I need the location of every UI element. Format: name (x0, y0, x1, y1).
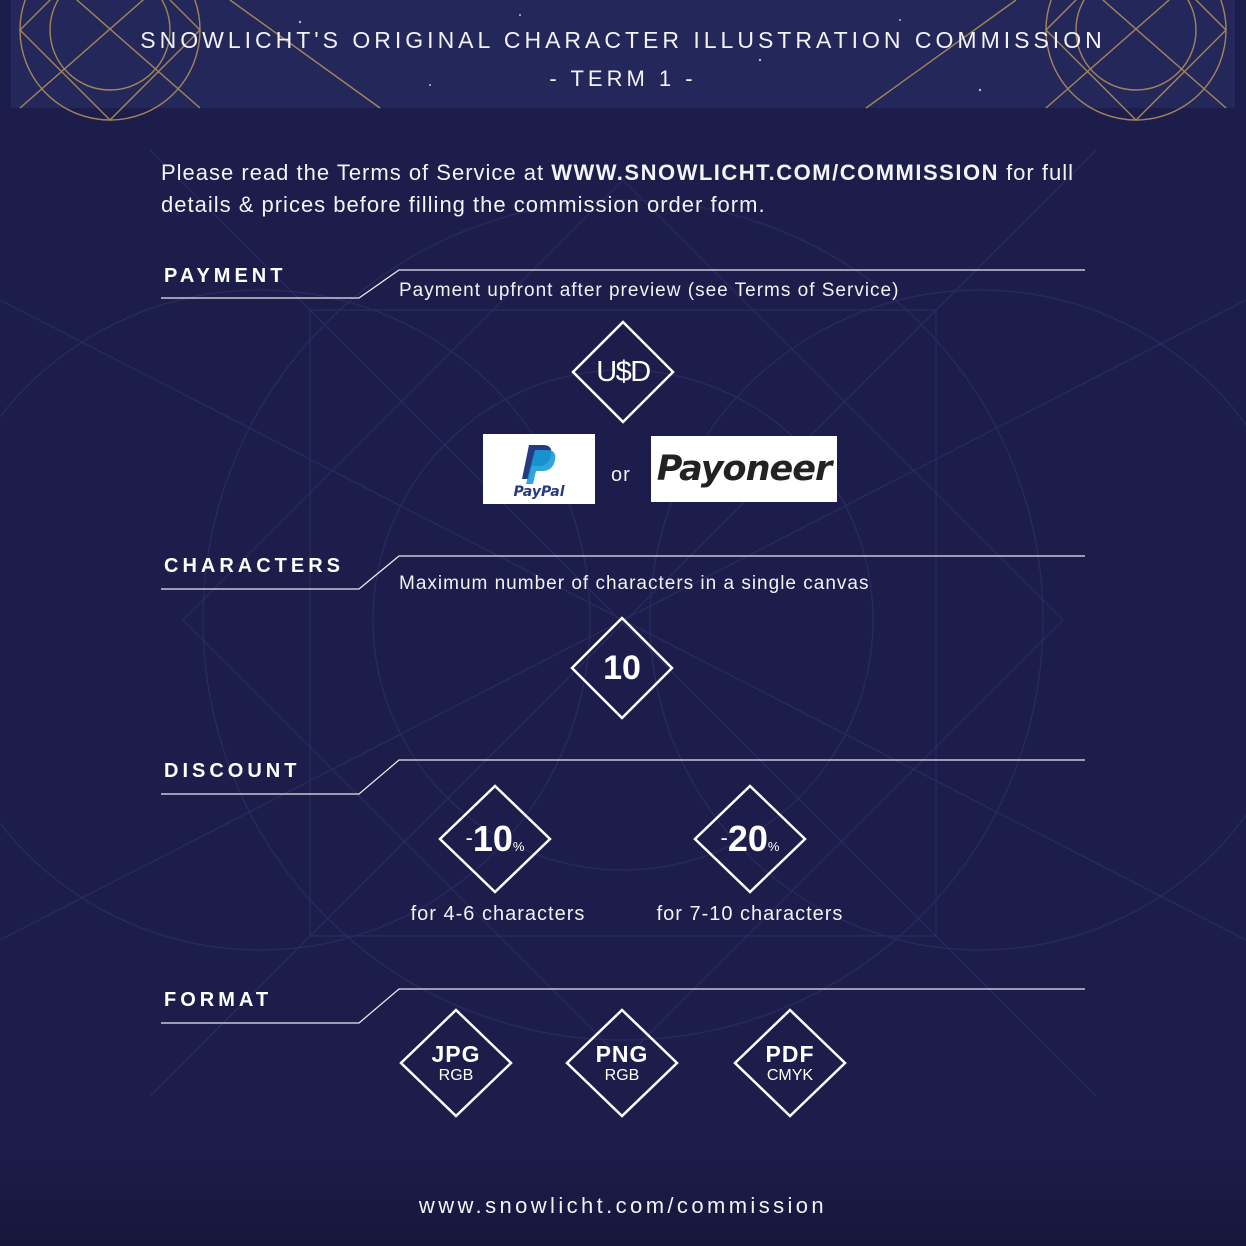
format-type-jpg: JPG (431, 1040, 481, 1067)
max-characters-badge (570, 616, 674, 720)
paypal-logo (483, 434, 595, 504)
page-subtitle: - TERM 1 - (549, 66, 697, 91)
characters-label: CHARACTERS (164, 555, 344, 577)
payment-label: PAYMENT (164, 265, 287, 287)
currency-badge (571, 320, 675, 424)
format-mode-jpg: RGB (438, 1066, 474, 1084)
discount-badge-2 (693, 784, 807, 894)
payment-description: Payment upfront after preview (see Terms of Service) (399, 280, 900, 301)
or-text: or (611, 464, 631, 486)
format-badge-pdf (733, 1008, 847, 1118)
format-type-pdf: PDF (765, 1040, 815, 1067)
paypal-icon (483, 434, 595, 504)
format-badge-jpg (399, 1008, 513, 1118)
format-type-png: PNG (595, 1040, 649, 1067)
discount-value-1: -10% (465, 818, 525, 859)
intro-text (161, 157, 1091, 221)
discount-caption-1: for 4-6 characters (410, 903, 586, 925)
payoneer-wordmark: Payoneer (656, 449, 832, 489)
format-mode-pdf: CMYK (766, 1066, 814, 1084)
paypal-wordmark: PayPal (513, 484, 565, 500)
discount-value-2: -20% (720, 818, 780, 859)
page-title: SNOWLICHT'S ORIGINAL CHARACTER ILLUSTRATION COMMISSION (140, 27, 1106, 53)
characters-description: Maximum number of characters in a single canvas (399, 573, 870, 594)
footer-url[interactable]: www.snowlicht.com/commission (418, 1193, 828, 1218)
terms-link[interactable]: WWW.SNOWLICHT.COM/COMMISSION (551, 160, 999, 185)
discount-caption-2: for 7-10 characters (656, 903, 844, 925)
intro-after: for full details & prices before filling the commission order form. (161, 160, 1074, 217)
format-mode-png: RGB (604, 1066, 640, 1084)
payoneer-logo (651, 436, 837, 502)
intro-before: Please read the Terms of Service at (161, 160, 552, 185)
format-label: FORMAT (164, 989, 273, 1011)
discount-badge-1 (438, 784, 552, 894)
discount-label: DISCOUNT (164, 760, 301, 782)
currency-text: U$D (596, 355, 650, 388)
format-badge-png (565, 1008, 679, 1118)
max-characters-value: 10 (603, 649, 641, 687)
